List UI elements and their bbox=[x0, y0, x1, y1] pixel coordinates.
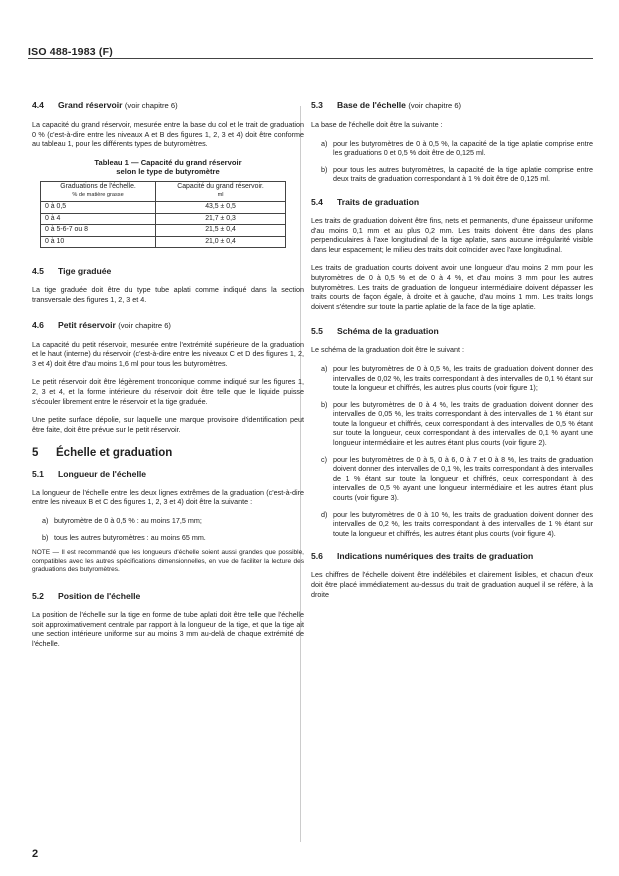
paragraph: La capacité du grand réservoir, mesurée entre la base du col et le trait de graduation 0 % (c'est-à-dire entre les niveaux A et B des figures 1, 2, 3 et 4) doit être conforme au tableau 1, pour les différents types de butyromètres. bbox=[32, 120, 304, 149]
section-heading-4-6: 4.6 Petit réservoir (voir chapitre 6) bbox=[32, 319, 171, 330]
paragraph: La position de l'échelle sur la tige en forme de tube aplati doit être telle que l'échelle soit approximativement centrale par rapport à la longueur de la tige, et que la tige ait une section intérieure uniforme sur au moins 3 mm au-delà de chaque extrémité de l'échelle. bbox=[32, 610, 304, 648]
list-item: d) pour les butyromètres de 0 à 10 %, les traits de graduation doivent donner des intervalles de 0,2 %, les traits correspondant à des intervalles de 1 % étant sur toute la longueur et chiffrés, les autres étant plus courts (voir figure 4). bbox=[321, 509, 593, 538]
section-heading-4-4: 4.4 Grand réservoir (voir chapitre 6) bbox=[32, 100, 178, 110]
table-header-row bbox=[41, 181, 286, 201]
page-number: 2 bbox=[32, 848, 39, 860]
paragraph: Les traits de graduation doivent être fins, nets et permanents, d'une épaisseur uniforme d'au moins 0,1 mm et au plus 0,2 mm. Les traits doivent être dans des plans perpendiculaires à l'axe longitudinal de la tige aplatie, sans aucune irrégularité visible dans leur espacement; le milieu des traits doit coïncider avec l'axe longitudinal. bbox=[311, 215, 593, 254]
document-header: ISO 488-1983 (F) bbox=[28, 46, 113, 58]
section-heading-5-2: 5.2 Position de l'échelle bbox=[32, 591, 141, 602]
table-col-capacity: Capacité du grand réservoir. ml bbox=[156, 181, 286, 201]
header-rule bbox=[28, 58, 593, 59]
section-heading-5-1: 5.1 Longueur de l'échelle bbox=[32, 468, 146, 479]
section-heading-5-4: 5.4 Traits de graduation bbox=[311, 196, 420, 207]
table-row: 0 à 4 21,7 ± 0,3 bbox=[41, 213, 286, 225]
section-heading-5-6: 5.6 Indications numériques des traits de graduation bbox=[311, 551, 534, 562]
table-row: 0 à 10 21,0 ± 0,4 bbox=[41, 236, 286, 248]
paragraph: Une petite surface dépolie, sur laquelle une marque provisoire d'identification peut être faite, doit être prévue sur le petit réservoir. bbox=[32, 415, 304, 434]
list-item: a) pour les butyromètres de 0 à 0,5 %, les traits de graduation doivent donner des intervalles de 0,02 %, les traits correspondant à des intervalles de 0,1 % étant sur toute la longueur et chiffrés, les autres plus courts (voir figure 1); bbox=[321, 363, 593, 393]
paragraph: La tige graduée doit être du type tube aplati comme indiqué dans la section transversale des figures 1, 2, 3 et 4. bbox=[32, 285, 304, 304]
capacity-table bbox=[40, 181, 286, 249]
list-item: b) tous les autres butyromètres : au moins 65 mm. bbox=[42, 532, 206, 542]
paragraph: La base de l'échelle doit être la suivante : bbox=[311, 120, 443, 129]
section-heading-4-5: 4.5 Tige graduée bbox=[32, 266, 112, 277]
paragraph: La longueur de l'échelle entre les deux lignes extrêmes de la graduation (c'est-à-dire entre les niveaux B et C des figures 1, 2, 3 et 4) doit être la suivante : bbox=[32, 487, 304, 507]
left-column bbox=[32, 100, 304, 657]
paragraph: Le schéma de la graduation doit être le suivant : bbox=[311, 345, 465, 355]
paragraph: La capacité du petit réservoir, mesurée entre l'extrémité supérieure de la graduation et le haut (interne) du réservoir (c'est-à-dire entre les niveaux C et D des figures 1, 2, 3 et 4) doit être d'au moins 1,6 ml pour tous les butyromètres. bbox=[32, 339, 304, 368]
list-item: b) pour les butyromètres de 0 à 4 %, les traits de graduation doivent donner des intervalles de 0,05 %, les traits correspondant à des intervalles de 1 % étant sur toute la longueur et chiffrés, ceux correspondant à des intervalles de 0,5 % étant sur toute la longueur, ceux correspondant à des intervalles de 0,1 % ayant une longueur intermédiaire et les autres étant plus courts (voir figure 2). bbox=[321, 399, 593, 448]
right-column bbox=[311, 100, 593, 608]
section-heading-5-3: 5.3 Base de l'échelle (voir chapitre 6) bbox=[311, 100, 462, 110]
list-item: b) pour tous les autres butyromètres, la capacité de la tige aplatie comprise entre deux traits de graduation correspondant à 1 % doit être de 0,125 ml. bbox=[321, 164, 593, 184]
table-row: 0 à 5-6-7 ou 8 21,5 ± 0,4 bbox=[41, 225, 286, 237]
table-col-graduations: Graduations de l'échelle. % de matière grasse bbox=[41, 181, 156, 201]
paragraph: Le petit réservoir doit être légèrement tronconique comme indiqué sur les figures 1, 2, 3 et 4, et la forme intérieure du réservoir doit être telle que le liquide puisse s'écouler librement entre le réservoir et la tige graduée. bbox=[32, 377, 304, 406]
table-caption: Tableau 1 — Capacité du grand réservoir selon le type de butyromètre bbox=[94, 157, 242, 177]
chapter-heading-5: 5 Échelle et graduation bbox=[32, 447, 173, 460]
note: NOTE — Il est recommandé que les longueurs d'échelle soient aussi grandes que possible, compatibles avec les autres spécifications dimensionnelles, en vue de faciliter la lecture des graduations des butyromètres. bbox=[32, 549, 304, 574]
list-item: a) pour les butyromètres de 0 à 0,5 %, la capacité de la tige aplatie comprise entre les graduations 0 et 0,5 % doit être de 0,125 ml. bbox=[321, 138, 593, 158]
list-item: c) pour les butyromètres de 0 à 5, 0 à 6, 0 à 7 et 0 à 8 %, les traits de graduation doivent donner des intervalles de 0,1 %, les traits correspondant à des intervalles de 1 % étant sur toute la longueur et chiffrés, ceux correspondant à des intervalles de 0,5 % ayant une longueur intermédiaire et les autres étant plus courts (voir figure 3). bbox=[321, 454, 593, 503]
section-heading-5-5: 5.5 Schéma de la graduation bbox=[311, 326, 439, 337]
table-row: 0 à 0,5 43,5 ± 0,5 bbox=[41, 201, 286, 213]
paragraph: Les traits de graduation courts doivent avoir une longueur d'au moins 2 mm pour les butyromètres de 0 à 0,5 % et de 0 à 4 %, et d'au moins 3 mm pour les autres butyromètres. Les traits de graduation de longueur intermédiaire doivent dépasser les traits courts de façon égale, à droite et à gauche, d'au moins 1 mm. Les traits longs doivent s'étendre sur toute la partie aplatie de la face de la tige aplatie. bbox=[311, 263, 593, 311]
list-item: a) butyromètre de 0 à 0,5 % : au moins 17,5 mm; bbox=[42, 516, 202, 526]
paragraph: Les chiffres de l'échelle doivent être indélébiles et clairement lisibles, et chacun d'eux doit être placé immédiatement au-dessus du trait de graduation auquel il se réfère, à la droite bbox=[311, 570, 593, 599]
